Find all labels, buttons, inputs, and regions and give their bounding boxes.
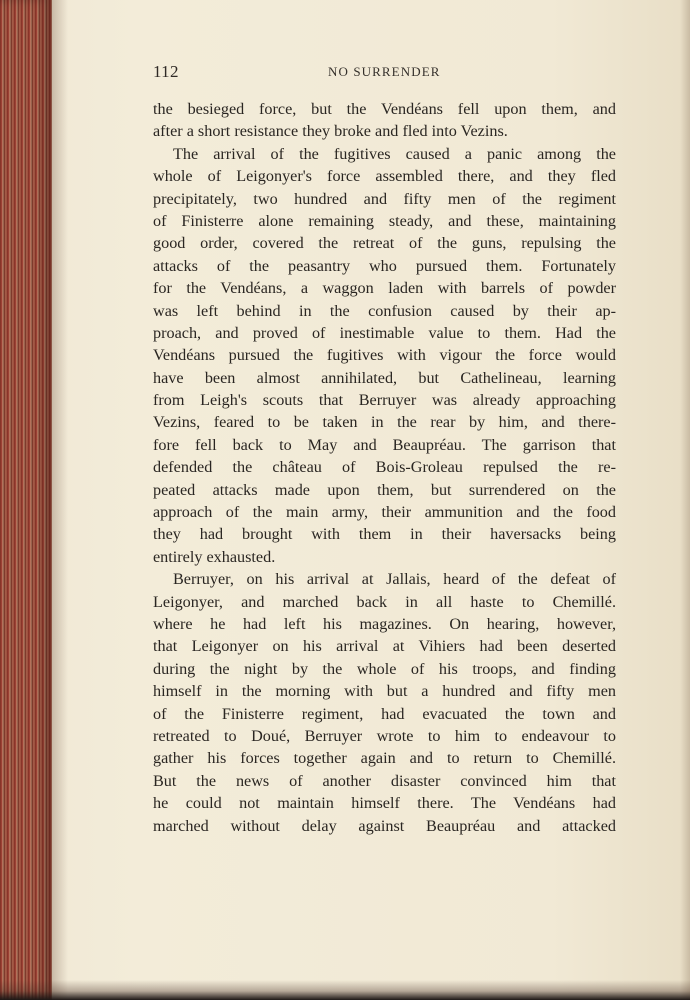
text-line: proach, and proved of inestimable value to them. Had the (153, 323, 616, 342)
text-line: marched without delay against Beaupréau and attacked (153, 816, 616, 835)
text-line: that Leigonyer on his arrival at Vihiers had been deserted (153, 637, 616, 656)
text-line: approach of the main army, their ammunition and the food (153, 503, 616, 522)
page-bottom-edge (0, 980, 690, 1000)
text-line: of the Finisterre regiment, had evacuated the town and (153, 704, 616, 723)
text-line: But the news of another disaster convinced him that (153, 771, 616, 790)
text-line: fore fell back to May and Beaupréau. The garrison that (153, 435, 616, 454)
text-line: entirely exhausted. (153, 547, 276, 566)
text-line: The arrival of the fugitives caused a panic among the (173, 144, 616, 163)
text-line: where he had left his magazines. On hearing, however, (153, 614, 616, 633)
body-text (153, 98, 616, 837)
text-line: peated attacks made upon them, but surrendered on the (153, 480, 616, 499)
text-line: attacks of the peasantry who pursued them. Fortunately (153, 256, 616, 275)
gutter-shadow (52, 0, 68, 1000)
text-line: they had brought with them in their haversacks being (153, 525, 616, 544)
text-line: of Finisterre alone remaining steady, and these, maintaining (153, 211, 616, 230)
text-line: Leigonyer, and marched back in all haste to Chemillé. (153, 592, 616, 611)
page-right-edge (680, 0, 690, 1000)
text-line: good order, covered the retreat of the guns, repulsing the (153, 234, 616, 253)
text-line: the besieged force, but the Vendéans fell upon them, and (153, 100, 616, 118)
text-line: Vendéans pursued the fugitives with vigour the force would (153, 346, 616, 365)
page-header (153, 62, 616, 84)
text-line: from Leigh's scouts that Berruyer was already approaching (153, 391, 616, 410)
text-line: himself in the morning with but a hundred and fifty men (153, 682, 616, 701)
running-head: NO SURRENDER (328, 64, 441, 79)
text-line: was left behind in the confusion caused by their ap- (153, 301, 616, 320)
text-line: gather his forces together again and to return to Chemillé. (153, 749, 616, 768)
text-line: have been almost annihilated, but Cathelineau, learning (153, 368, 616, 387)
text-line: for the Vendéans, a waggon laden with barrels of powder (153, 279, 616, 298)
text-line: after a short resistance they broke and fled into Vezins. (153, 122, 508, 141)
book-binding-edge (0, 0, 52, 1000)
text-line: Vezins, feared to be taken in the rear by him, and there- (153, 413, 616, 432)
text-line: during the night by the whole of his troops, and finding (153, 659, 616, 678)
text-line: whole of Leigonyer's force assembled there, and they fled (153, 167, 616, 186)
text-line: Berruyer, on his arrival at Jallais, heard of the defeat of (173, 570, 616, 589)
text-line: he could not maintain himself there. The Vendéans had (153, 794, 616, 813)
text-line: defended the château of Bois-Groleau repulsed the re- (153, 458, 616, 477)
page-number: 112 (153, 62, 179, 81)
text-line: precipitately, two hundred and fifty men of the regiment (153, 189, 616, 208)
text-line: retreated to Doué, Berruyer wrote to him to endeavour to (153, 726, 616, 745)
